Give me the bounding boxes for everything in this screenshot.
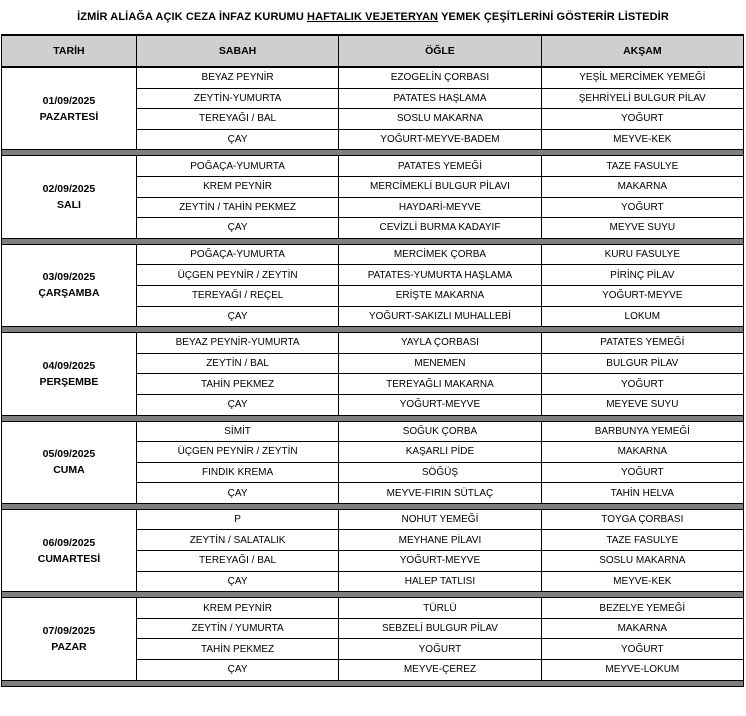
dinner-cell: TAZE FASULYE [541,530,743,551]
lunch-cell: NOHUT YEMEĞİ [339,509,541,530]
lunch-cell: YOĞURT-MEYVE [339,394,541,415]
lunch-cell: MERCİMEK ÇORBA [339,244,541,265]
dinner-cell: BULGUR PİLAV [541,353,743,374]
date-text: 03/09/2025 [42,271,96,284]
date-cell [2,421,137,503]
date-text: 06/09/2025 [42,536,96,549]
title-suffix: YEMEK ÇEŞİTLERİNİ GÖSTERİR LİSTEDİR [438,11,669,23]
header-date: TARİH [2,35,137,67]
breakfast-cell: POĞAÇA-YUMURTA [136,156,338,177]
dinner-cell: YOĞURT [541,197,743,218]
date-cell [2,67,137,150]
breakfast-cell: BEYAZ PEYNİR [136,67,338,88]
dinner-cell: YOĞURT [541,639,743,660]
day-name: ÇARŞAMBA [38,287,100,300]
header-breakfast: SABAH [136,35,338,67]
lunch-cell: SOĞUK ÇORBA [339,421,541,442]
breakfast-cell: FINDIK KREMA [136,462,338,483]
date-cell [2,598,137,680]
page-title [0,0,746,34]
dinner-cell: MEYEVE SUYU [541,394,743,415]
lunch-cell: CEVİZLİ BURMA KADAYIF [339,218,541,239]
dinner-cell: PİRİNÇ PİLAV [541,265,743,286]
dinner-cell: MAKARNA [541,176,743,197]
breakfast-cell: ÇAY [136,660,338,681]
lunch-cell: MENEMEN [339,353,541,374]
date-cell [2,156,137,238]
lunch-cell: SOSLU MAKARNA [339,109,541,130]
dinner-cell: LOKUM [541,306,743,327]
lunch-cell: YOĞURT-MEYVE-BADEM [339,129,541,150]
lunch-cell: SEBZELİ BULGUR PİLAV [339,618,541,639]
lunch-cell: YAYLA ÇORBASI [339,333,541,354]
breakfast-cell: TEREYAĞI / REÇEL [136,285,338,306]
lunch-cell: YOĞURT [339,639,541,660]
breakfast-cell: KREM PEYNİR [136,598,338,619]
dinner-cell: TAHİN HELVA [541,483,743,504]
dinner-cell: KURU FASULYE [541,244,743,265]
lunch-cell: ERİŞTE MAKARNA [339,285,541,306]
breakfast-cell: SİMİT [136,421,338,442]
lunch-cell: KAŞARLI PİDE [339,442,541,463]
day-name: PAZAR [51,640,87,653]
dinner-cell: MAKARNA [541,442,743,463]
dinner-cell: YOĞURT [541,109,743,130]
title-underlined: HAFTALIK VEJETERYAN [307,11,439,23]
dinner-cell: MAKARNA [541,618,743,639]
header-lunch: ÖĞLE [339,35,541,67]
breakfast-cell: ÜÇGEN PEYNİR / ZEYTİN [136,265,338,286]
breakfast-cell: POĞAÇA-YUMURTA [136,244,338,265]
dinner-cell: BEZELYE YEMEĞİ [541,598,743,619]
lunch-cell: SÖĞÜŞ [339,462,541,483]
dinner-cell: SOSLU MAKARNA [541,551,743,572]
table-row [2,156,744,177]
lunch-cell: MEYVE-FIRIN SÜTLAÇ [339,483,541,504]
date-cell [2,333,137,415]
breakfast-cell: ÇAY [136,218,338,239]
table-row [2,67,744,88]
day-name: PAZARTESİ [39,110,99,123]
lunch-cell: MERCİMEKLİ BULGUR PİLAVI [339,176,541,197]
lunch-cell: MEYHANE PİLAVI [339,530,541,551]
breakfast-cell: ÇAY [136,571,338,592]
menu-body [2,67,744,686]
breakfast-cell: ZEYTİN / SALATALIK [136,530,338,551]
day-name: CUMARTESİ [37,552,101,565]
dinner-cell: MEYVE-KEK [541,129,743,150]
breakfast-cell: ZEYTİN / TAHİN PEKMEZ [136,197,338,218]
separator-cell [2,680,744,686]
dinner-cell: MEYVE-KEK [541,571,743,592]
table-row [2,333,744,354]
breakfast-cell: P [136,509,338,530]
lunch-cell: YOĞURT-MEYVE [339,551,541,572]
header-dinner: AKŞAM [541,35,743,67]
table-row [2,509,744,530]
date-cell [2,244,137,326]
breakfast-cell: ÇAY [136,306,338,327]
date-text: 01/09/2025 [42,94,96,107]
dinner-cell: MEYVE-LOKUM [541,660,743,681]
day-separator [2,680,744,686]
lunch-cell: MEYVE-ÇEREZ [339,660,541,681]
lunch-cell: PATATES-YUMURTA HAŞLAMA [339,265,541,286]
dinner-cell: YOĞURT-MEYVE [541,285,743,306]
dinner-cell: YEŞİL MERCİMEK YEMEĞİ [541,67,743,88]
lunch-cell: PATATES YEMEĞİ [339,156,541,177]
breakfast-cell: TEREYAĞI / BAL [136,109,338,130]
lunch-cell: HAYDARİ-MEYVE [339,197,541,218]
table-row [2,598,744,619]
breakfast-cell: ZEYTİN-YUMURTA [136,88,338,109]
dinner-cell: BARBUNYA YEMEĞİ [541,421,743,442]
date-text: 07/09/2025 [42,624,96,637]
table-row [2,244,744,265]
dinner-cell: YOĞURT [541,462,743,483]
breakfast-cell: TAHİN PEKMEZ [136,374,338,395]
day-name: SALI [56,199,81,212]
lunch-cell: HALEP TATLISI [339,571,541,592]
day-name: PERŞEMBE [39,375,99,388]
breakfast-cell: TEREYAĞI / BAL [136,551,338,572]
breakfast-cell: KREM PEYNİR [136,176,338,197]
title-prefix: İZMİR ALİAĞA AÇIK CEZA İNFAZ KURUMU [77,11,308,23]
date-text: 02/09/2025 [42,183,96,196]
lunch-cell: PATATES HAŞLAMA [339,88,541,109]
breakfast-cell: ÜÇGEN PEYNİR / ZEYTİN [136,442,338,463]
dinner-cell: ŞEHRİYELİ BULGUR PİLAV [541,88,743,109]
dinner-cell: PATATES YEMEĞİ [541,333,743,354]
table-row [2,421,744,442]
dinner-cell: YOĞURT [541,374,743,395]
lunch-cell: TEREYAĞLI MAKARNA [339,374,541,395]
breakfast-cell: ÇAY [136,483,338,504]
lunch-cell: YOĞURT-SAKIZLI MUHALLEBİ [339,306,541,327]
dinner-cell: TOYGA ÇORBASI [541,509,743,530]
breakfast-cell: ZEYTİN / YUMURTA [136,618,338,639]
header-row [2,35,744,67]
breakfast-cell: ZEYTİN / BAL [136,353,338,374]
breakfast-cell: TAHİN PEKMEZ [136,639,338,660]
date-text: 04/09/2025 [42,359,96,372]
lunch-cell: TÜRLÜ [339,598,541,619]
date-text: 05/09/2025 [42,448,96,461]
menu-table [1,34,744,687]
dinner-cell: MEYVE SUYU [541,218,743,239]
day-name: CUMA [53,464,85,477]
breakfast-cell: ÇAY [136,129,338,150]
breakfast-cell: ÇAY [136,394,338,415]
date-cell [2,509,137,591]
breakfast-cell: BEYAZ PEYNİR-YUMURTA [136,333,338,354]
dinner-cell: TAZE FASULYE [541,156,743,177]
lunch-cell: EZOGELİN ÇORBASI [339,67,541,88]
